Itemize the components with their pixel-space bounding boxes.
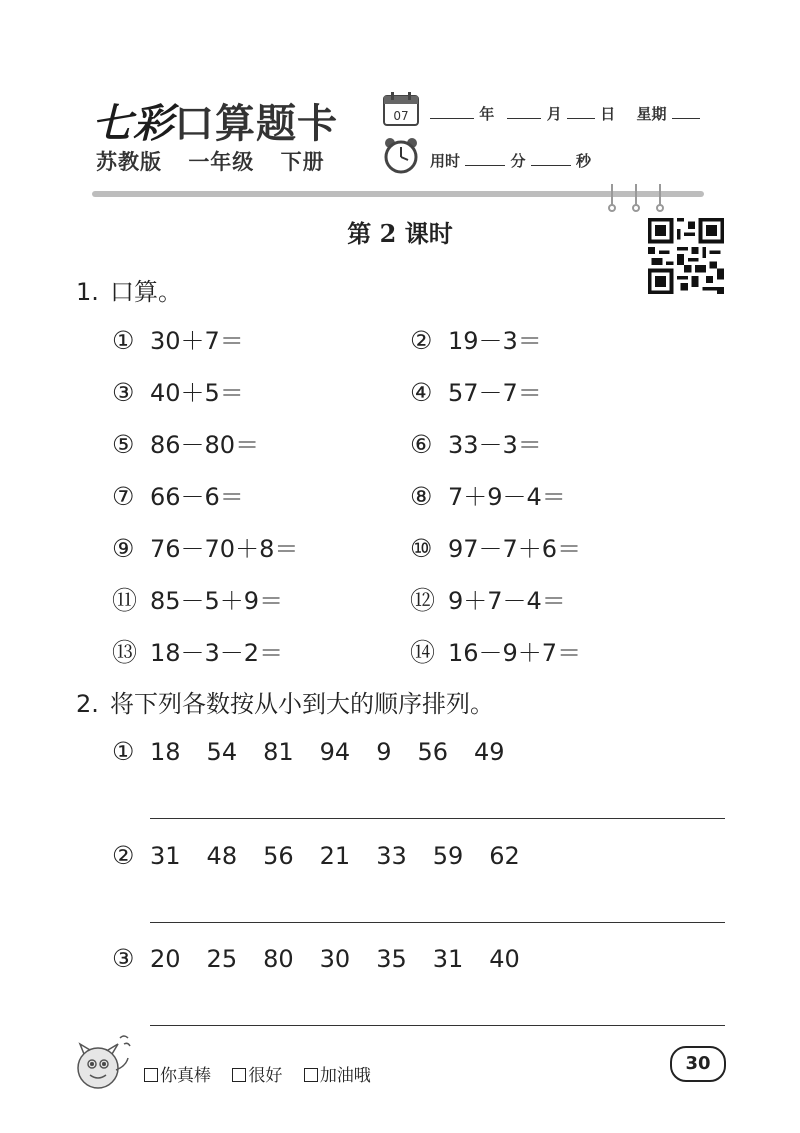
sort-number: 56 xyxy=(417,738,449,766)
problem-marker: ⑪ xyxy=(112,586,138,615)
problem-marker: ⑤ xyxy=(112,430,135,459)
problem-marker: ⑥ xyxy=(410,430,433,459)
mascot-icon xyxy=(70,1030,136,1096)
sort-number: 48 xyxy=(206,842,238,870)
question-1-number: 1. xyxy=(76,278,99,306)
problem-expression[interactable]: 9＋7－4＝ xyxy=(448,587,566,615)
problem-item xyxy=(410,373,542,408)
grade-label: 一年级 xyxy=(188,150,255,174)
problem-expression[interactable]: 30＋7＝ xyxy=(150,327,244,355)
problem-expression[interactable]: 33－3＝ xyxy=(448,431,542,459)
problem-item xyxy=(410,477,566,512)
day-blank[interactable] xyxy=(567,104,595,119)
sort-number: 54 xyxy=(206,738,238,766)
month-label: 月 xyxy=(546,105,562,123)
calendar-number: 07 xyxy=(393,109,409,123)
sort-number: 33 xyxy=(376,842,407,870)
minutes-label: 分 xyxy=(510,152,526,170)
problem-expression[interactable]: 76－70＋8＝ xyxy=(150,535,299,563)
edition-label: 苏教版 xyxy=(96,150,162,174)
problem-item xyxy=(112,633,283,669)
time-fill-line xyxy=(430,150,591,171)
sort-marker: ② xyxy=(112,841,135,870)
problem-item xyxy=(112,529,298,564)
sort-number: 59 xyxy=(432,842,464,870)
sort-number: 18 xyxy=(150,738,181,766)
time-used-label: 用时 xyxy=(430,152,461,170)
problem-item xyxy=(112,581,283,617)
answer-line-3[interactable] xyxy=(150,1025,725,1026)
question-2-heading xyxy=(76,684,494,719)
sort-number: 56 xyxy=(263,842,294,870)
sort-number: 35 xyxy=(376,945,407,973)
month-blank[interactable] xyxy=(507,104,541,119)
sort-marker: ① xyxy=(112,737,135,766)
problem-marker: ⑬ xyxy=(112,638,138,667)
problem-marker: ⑦ xyxy=(112,482,135,511)
question-1-title: 口算。 xyxy=(110,278,182,306)
sort-number: 49 xyxy=(474,738,505,766)
decorative-rings xyxy=(600,182,680,212)
problem-expression[interactable]: 16－9＋7＝ xyxy=(448,639,582,667)
day-label: 日 xyxy=(600,105,616,123)
problem-marker: ③ xyxy=(112,378,135,407)
problem-expression[interactable]: 7＋9－4＝ xyxy=(448,483,566,511)
problem-item xyxy=(410,529,581,564)
rating-label: 很好 xyxy=(248,1066,283,1086)
checkbox-icon[interactable] xyxy=(304,1068,318,1082)
sort-row xyxy=(112,737,531,766)
rating-label: 你真棒 xyxy=(160,1066,211,1086)
page-number: 30 xyxy=(670,1046,726,1082)
problem-expression[interactable]: 86－80＝ xyxy=(150,431,260,459)
answer-line-2[interactable] xyxy=(150,922,725,923)
rating-option[interactable] xyxy=(304,1066,371,1086)
problem-marker: ⑭ xyxy=(410,638,436,667)
problem-item xyxy=(410,581,566,617)
workbook-title xyxy=(92,92,338,149)
problem-item xyxy=(410,425,542,460)
rating-label: 加油哦 xyxy=(319,1066,371,1086)
problem-marker: ② xyxy=(410,326,433,355)
year-label: 年 xyxy=(479,105,495,123)
problem-item xyxy=(112,373,244,408)
rating-option[interactable] xyxy=(232,1066,282,1086)
volume-label: 下册 xyxy=(280,150,325,174)
edition-info xyxy=(96,146,343,176)
problem-expression[interactable]: 57－7＝ xyxy=(448,379,542,407)
qr-code-icon[interactable] xyxy=(648,218,724,294)
sort-number: 9 xyxy=(376,738,392,766)
checkbox-icon[interactable] xyxy=(144,1068,158,1082)
self-rating-options xyxy=(144,1061,387,1086)
minutes-blank[interactable] xyxy=(465,151,505,166)
sort-number: 30 xyxy=(319,945,351,973)
problem-expression[interactable]: 85－5＋9＝ xyxy=(150,587,284,615)
sort-number: 20 xyxy=(150,945,181,973)
sort-number: 31 xyxy=(150,842,181,870)
problem-marker: ⑧ xyxy=(410,482,433,511)
sort-number: 80 xyxy=(263,945,294,973)
problem-item xyxy=(112,425,259,460)
sort-row xyxy=(112,944,546,973)
problem-item xyxy=(410,321,542,356)
problem-expression[interactable]: 97－7＋6＝ xyxy=(448,535,582,563)
problem-item xyxy=(410,633,581,669)
seconds-label: 秒 xyxy=(575,152,591,170)
sort-number: 40 xyxy=(489,945,520,973)
sort-row xyxy=(112,841,546,870)
problem-expression[interactable]: 19－3＝ xyxy=(448,327,542,355)
sort-number: 81 xyxy=(263,738,294,766)
problem-marker: ④ xyxy=(410,378,433,407)
problem-expression[interactable]: 40＋5＝ xyxy=(150,379,244,407)
alarm-clock-icon xyxy=(382,136,420,174)
brand-kousuan: 口算题卡 xyxy=(174,100,338,147)
date-fill-line xyxy=(430,103,700,124)
sort-number: 31 xyxy=(432,945,464,973)
problem-item xyxy=(112,321,244,356)
sort-number: 94 xyxy=(319,738,351,766)
sort-number: 21 xyxy=(319,842,351,870)
rating-option[interactable] xyxy=(144,1066,211,1086)
checkbox-icon[interactable] xyxy=(232,1068,246,1082)
problem-expression[interactable]: 66－6＝ xyxy=(150,483,244,511)
lesson-title: 第 2 课时 xyxy=(347,219,453,248)
problem-marker: ⑨ xyxy=(112,534,135,563)
problem-marker: ① xyxy=(112,326,135,355)
weekday-label: 星期 xyxy=(636,105,667,123)
seconds-blank[interactable] xyxy=(531,151,571,166)
question-1-heading xyxy=(76,272,182,307)
sort-marker: ③ xyxy=(112,944,135,973)
sort-number: 62 xyxy=(489,842,520,870)
problem-item xyxy=(112,477,244,512)
year-blank[interactable] xyxy=(430,104,474,119)
brand-qicai: 七彩 xyxy=(92,100,174,147)
answer-line-1[interactable] xyxy=(150,818,725,819)
question-2-number: 2. xyxy=(76,690,99,718)
calendar-icon xyxy=(382,91,420,127)
problem-expression[interactable]: 18－3－2＝ xyxy=(150,639,284,667)
question-2-title: 将下列各数按从小到大的顺序排列。 xyxy=(110,690,494,718)
weekday-blank[interactable] xyxy=(672,104,700,119)
problem-marker: ⑩ xyxy=(410,534,433,563)
problem-marker: ⑫ xyxy=(410,586,436,615)
sort-number: 25 xyxy=(206,945,238,973)
